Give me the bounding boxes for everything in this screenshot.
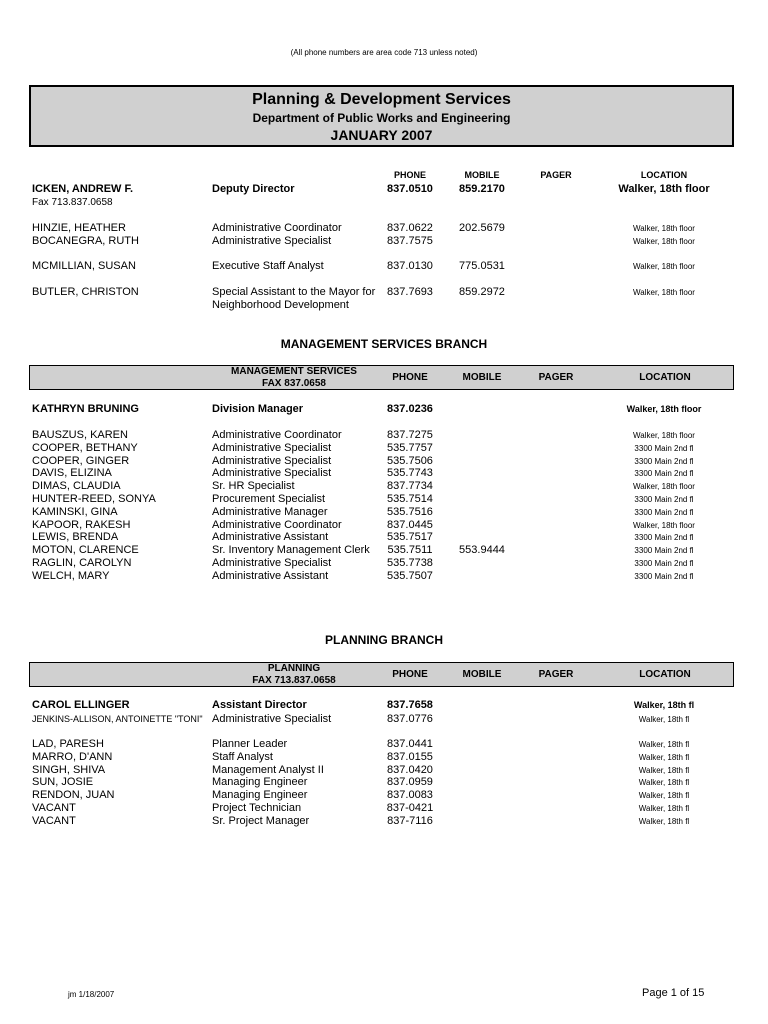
staff-phone: 535.7507 <box>387 569 433 582</box>
management-section-name <box>212 366 376 390</box>
staff-name: RENDON, JUAN <box>32 789 115 802</box>
staff-title: Administrative Assistant <box>212 569 329 582</box>
staff-location: Walker, 18th floor <box>633 520 695 530</box>
section-line1: MANAGEMENT SERVICES <box>231 366 357 377</box>
staff-phone: 837.7734 <box>387 480 433 493</box>
staff-phone: 837.0622 <box>387 222 433 234</box>
col-header-location: LOCATION <box>639 372 691 383</box>
staff-title: Administrative Assistant <box>212 531 329 544</box>
staff-phone: 535.7511 <box>387 544 433 557</box>
footer-initials-date: jm 1/18/2007 <box>68 990 115 999</box>
staff-location: Walker, 18th fl <box>638 715 690 724</box>
table-row <box>0 789 768 802</box>
table-row <box>0 713 768 726</box>
staff-location: 3300 Main 2nd fl <box>634 507 694 517</box>
director-location: Walker, 18th floor <box>618 183 710 195</box>
page-title: Planning & Development Services <box>252 91 511 108</box>
section-fax: FAX 837.0658 <box>262 378 326 389</box>
section-line1: PLANNING <box>267 663 321 674</box>
staff-location: Walker, 18th fl <box>638 765 690 775</box>
director-name: ICKEN, ANDREW F. <box>32 183 134 195</box>
table-row <box>0 802 768 815</box>
staff-title: Staff Analyst <box>212 750 273 763</box>
staff-location: 3300 Main 2nd fl <box>634 495 694 504</box>
staff-name: KAPOOR, RAKESH <box>32 518 131 531</box>
table-row <box>0 480 768 493</box>
staff-phone: 837-7116 <box>387 814 433 827</box>
staff-phone: 535.7516 <box>387 505 433 518</box>
col-header-mobile: MOBILE <box>464 170 500 180</box>
table-row <box>0 531 768 544</box>
staff-title: Sr. Inventory Management Clerk <box>212 544 370 557</box>
staff-phone: 535.7506 <box>387 454 433 467</box>
table-row <box>0 776 768 789</box>
lead-location: Walker, 18th floor <box>626 404 702 414</box>
planning-section-header <box>29 662 734 687</box>
staff-title: Procurement Specialist <box>212 493 326 505</box>
staff-location: 3300 Main 2nd fl <box>634 571 694 581</box>
staff-title: Sr. HR Specialist <box>212 480 295 493</box>
staff-name: VACANT <box>32 802 76 814</box>
staff-name: SINGH, SHIVA <box>32 763 106 776</box>
staff-name: HINZIE, HEATHER <box>32 222 126 234</box>
col-header-location: LOCATION <box>639 669 691 680</box>
director-mobile: 859.2170 <box>459 183 505 195</box>
staff-phone: 535.7757 <box>387 441 433 454</box>
staff-name: BOCANEGRA, RUTH <box>32 235 139 247</box>
staff-location: Walker, 18th floor <box>633 288 695 297</box>
staff-title: Administrative Manager <box>212 505 328 518</box>
table-row <box>0 764 768 777</box>
staff-location: 3300 Main 2nd fl <box>634 533 694 543</box>
staff-location: 3300 Main 2nd fl <box>634 469 694 479</box>
table-row <box>0 738 768 751</box>
table-row <box>0 751 768 764</box>
staff-title: Management Analyst II <box>212 763 324 776</box>
management-section-header <box>29 365 734 390</box>
table-row <box>0 222 768 235</box>
staff-title: Executive Staff Analyst <box>212 260 324 272</box>
col-header-mobile: MOBILE <box>462 372 502 383</box>
table-row <box>0 442 768 455</box>
staff-location: Walker, 18th fl <box>638 804 690 813</box>
staff-title: Administrative Specialist <box>212 454 332 467</box>
staff-location: Walker, 18th fl <box>638 778 690 788</box>
staff-location: Walker, 18th fl <box>638 740 690 749</box>
staff-phone: 837.7693 <box>387 286 433 298</box>
staff-phone: 837-0421 <box>386 802 434 814</box>
col-header-pager: PAGER <box>538 669 574 680</box>
staff-phone: 837.0445 <box>387 518 433 531</box>
staff-title: Managing Engineer <box>212 789 308 802</box>
staff-phone: 837.0155 <box>387 750 433 763</box>
staff-title: Administrative Coordinator <box>212 518 342 531</box>
lead-title: Division Manager <box>212 403 304 415</box>
staff-location: Walker, 18th fl <box>638 791 690 801</box>
management-branch-title: MANAGEMENT SERVICES BRANCH <box>280 337 488 351</box>
director-row <box>0 183 768 196</box>
lead-name: KATHRYN BRUNING <box>32 403 139 415</box>
staff-phone: 837.0441 <box>387 738 433 750</box>
table-row <box>0 570 768 583</box>
col-header-phone: PHONE <box>393 170 426 180</box>
staff-title: Administrative Coordinator <box>212 222 342 234</box>
staff-title-continued: Neighborhood Development <box>212 299 349 311</box>
table-row <box>0 493 768 506</box>
staff-phone: 535.7517 <box>387 531 433 544</box>
staff-name: DAVIS, ELIZINA <box>32 467 112 480</box>
staff-title: Administrative Specialist <box>212 441 332 454</box>
staff-location: Walker, 18th floor <box>633 237 695 246</box>
page-date: JANUARY 2007 <box>330 127 433 143</box>
staff-title: Administrative Specialist <box>212 467 332 480</box>
lead-title: Assistant Director <box>212 699 307 711</box>
table-row <box>0 429 768 442</box>
staff-location: Walker, 18th floor <box>633 482 695 492</box>
staff-name: SUN, JOSIE <box>32 776 94 789</box>
planning-branch-title: PLANNING BRANCH <box>325 633 443 647</box>
staff-phone: 837.7275 <box>387 429 433 441</box>
staff-location: 3300 Main 2nd fl <box>634 456 694 466</box>
table-row <box>0 286 768 299</box>
title-box <box>29 85 734 147</box>
director-phone: 837.0510 <box>387 183 433 195</box>
staff-mobile: 553.9444 <box>459 544 505 557</box>
planning-section-name <box>212 663 376 687</box>
staff-name: WELCH, MARY <box>32 569 110 582</box>
staff-mobile: 859.2972 <box>459 286 505 298</box>
staff-title: Administrative Specialist <box>212 235 332 247</box>
staff-mobile: 202.5679 <box>459 222 505 234</box>
staff-location: 3300 Main 2nd fl <box>634 559 694 568</box>
director-fax: Fax 713.837.0658 <box>32 197 113 208</box>
staff-phone: 837.0083 <box>387 789 433 802</box>
staff-phone: 535.7738 <box>387 557 433 569</box>
staff-phone: 837.0420 <box>387 763 433 776</box>
lead-location: Walker, 18th fl <box>633 700 695 710</box>
staff-name: HUNTER-REED, SONYA <box>32 493 156 505</box>
table-row <box>0 467 768 480</box>
staff-name: VACANT <box>32 814 76 827</box>
staff-name: BUTLER, CHRISTON <box>32 286 139 298</box>
staff-phone: 535.7743 <box>387 467 433 480</box>
table-row <box>0 519 768 532</box>
staff-location: Walker, 18th floor <box>633 431 695 440</box>
staff-title: Special Assistant to the Mayor for <box>212 286 376 298</box>
page-number: Page 1 of 15 <box>642 987 705 999</box>
col-header-location: LOCATION <box>640 170 688 180</box>
staff-name: RAGLIN, CAROLYN <box>32 557 132 569</box>
staff-location: 3300 Main 2nd fl <box>634 443 694 453</box>
table-row-continuation <box>0 299 768 312</box>
staff-phone: 837.0130 <box>387 260 433 272</box>
table-row <box>0 544 768 557</box>
staff-name: MARRO, D'ANN <box>32 750 113 763</box>
table-row <box>0 235 768 248</box>
staff-name: JENKINS-ALLISON, ANTOINETTE "TONI" <box>32 714 203 724</box>
table-row <box>0 506 768 519</box>
col-header-pager: PAGER <box>540 170 572 180</box>
staff-name: KAMINSKI, GINA <box>32 505 118 518</box>
staff-phone: 837.0959 <box>387 776 433 789</box>
staff-phone: 837.7575 <box>387 235 433 247</box>
staff-title: Administrative Specialist <box>212 557 332 569</box>
director-title: Deputy Director <box>212 183 295 195</box>
staff-name: DIMAS, CLAUDIA <box>32 480 121 493</box>
staff-name: MCMILLIAN, SUSAN <box>32 260 136 272</box>
col-header-pager: PAGER <box>538 372 574 383</box>
staff-name: COOPER, GINGER <box>32 454 130 467</box>
section-fax: FAX 713.837.0658 <box>252 675 336 686</box>
staff-name: COOPER, BETHANY <box>32 441 138 454</box>
area-code-note: (All phone numbers are area code 713 unless noted) <box>290 48 478 57</box>
col-header-phone: PHONE <box>392 372 428 383</box>
lead-phone: 837.0236 <box>387 403 433 415</box>
col-header-phone: PHONE <box>392 669 428 680</box>
staff-location: Walker, 18th floor <box>633 262 695 271</box>
table-row <box>0 260 768 273</box>
table-row <box>0 815 768 828</box>
staff-name: LAD, PARESH <box>32 738 104 750</box>
page-subtitle: Department of Public Works and Engineering <box>252 111 511 125</box>
planning-lead-row <box>0 699 768 712</box>
staff-title: Planner Leader <box>212 738 288 750</box>
staff-mobile: 775.0531 <box>459 260 505 272</box>
lead-phone: 837.7658 <box>387 699 433 711</box>
staff-name: BAUSZUS, KAREN <box>32 429 128 441</box>
col-header-mobile: MOBILE <box>462 669 502 680</box>
staff-name: LEWIS, BRENDA <box>32 531 119 544</box>
staff-location: 3300 Main 2nd fl <box>634 546 694 556</box>
staff-phone: 837.0776 <box>387 713 433 725</box>
staff-location: Walker, 18th fl <box>638 816 690 826</box>
staff-title: Project Technician <box>212 802 302 814</box>
staff-phone: 535.7514 <box>387 493 433 505</box>
staff-location: Walker, 18th fl <box>638 752 690 762</box>
table-row <box>0 557 768 570</box>
staff-title: Sr. Project Manager <box>212 814 310 827</box>
staff-name: MOTON, CLARENCE <box>32 544 139 557</box>
management-lead-row <box>0 403 768 416</box>
staff-title: Managing Engineer <box>212 776 308 789</box>
staff-title: Administrative Specialist <box>212 713 332 725</box>
staff-location: Walker, 18th floor <box>633 224 695 233</box>
staff-title: Administrative Coordinator <box>212 429 342 441</box>
lead-name: CAROL ELLINGER <box>32 699 130 711</box>
table-row <box>0 455 768 468</box>
